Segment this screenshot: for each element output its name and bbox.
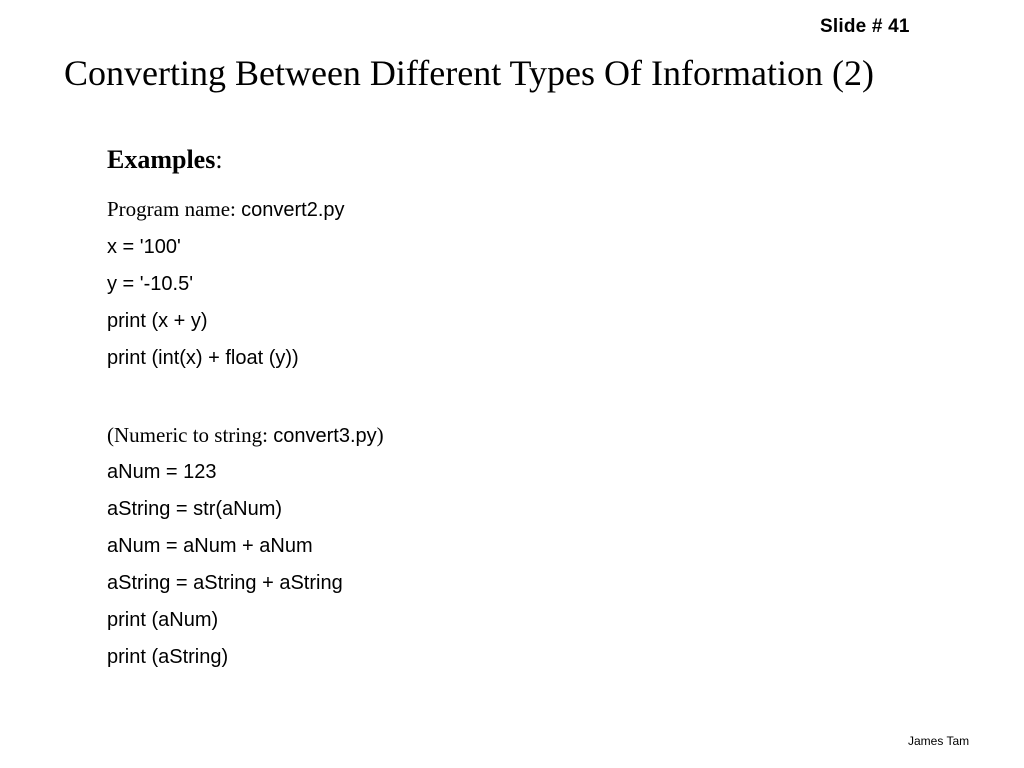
program-filename: convert3.py [273, 425, 377, 447]
program-name-line [107, 197, 345, 222]
program-name-label: Program name: [107, 197, 242, 221]
examples-heading-colon: : [215, 145, 223, 174]
code-line: x = '100' [107, 236, 181, 258]
numeric-to-string-label: Numeric to string: [114, 423, 274, 447]
code-line: aString = aString + aString [107, 572, 343, 594]
program-filename: convert2.py [241, 199, 345, 221]
close-paren: ) [376, 423, 384, 447]
code-line: aNum = 123 [107, 461, 217, 483]
code-line: aString = str(aNum) [107, 498, 283, 520]
footer-author: James Tam [908, 734, 970, 748]
code-line: print (aString) [107, 646, 229, 668]
slide-title: Converting Between Different Types Of Information (2) [64, 53, 874, 93]
code-line: aNum = aNum + aNum [107, 535, 313, 557]
code-line: print (int(x) + float (y)) [107, 347, 299, 369]
code-line: print (aNum) [107, 609, 219, 631]
code-line: print (x + y) [107, 310, 208, 332]
examples-heading-label: Examples [107, 145, 216, 174]
examples-heading [107, 145, 223, 175]
code-line: y = '-10.5' [107, 273, 194, 295]
numeric-to-string-line [107, 423, 384, 448]
open-paren: ( [107, 423, 114, 447]
slide-number: Slide # 41 [820, 16, 910, 37]
